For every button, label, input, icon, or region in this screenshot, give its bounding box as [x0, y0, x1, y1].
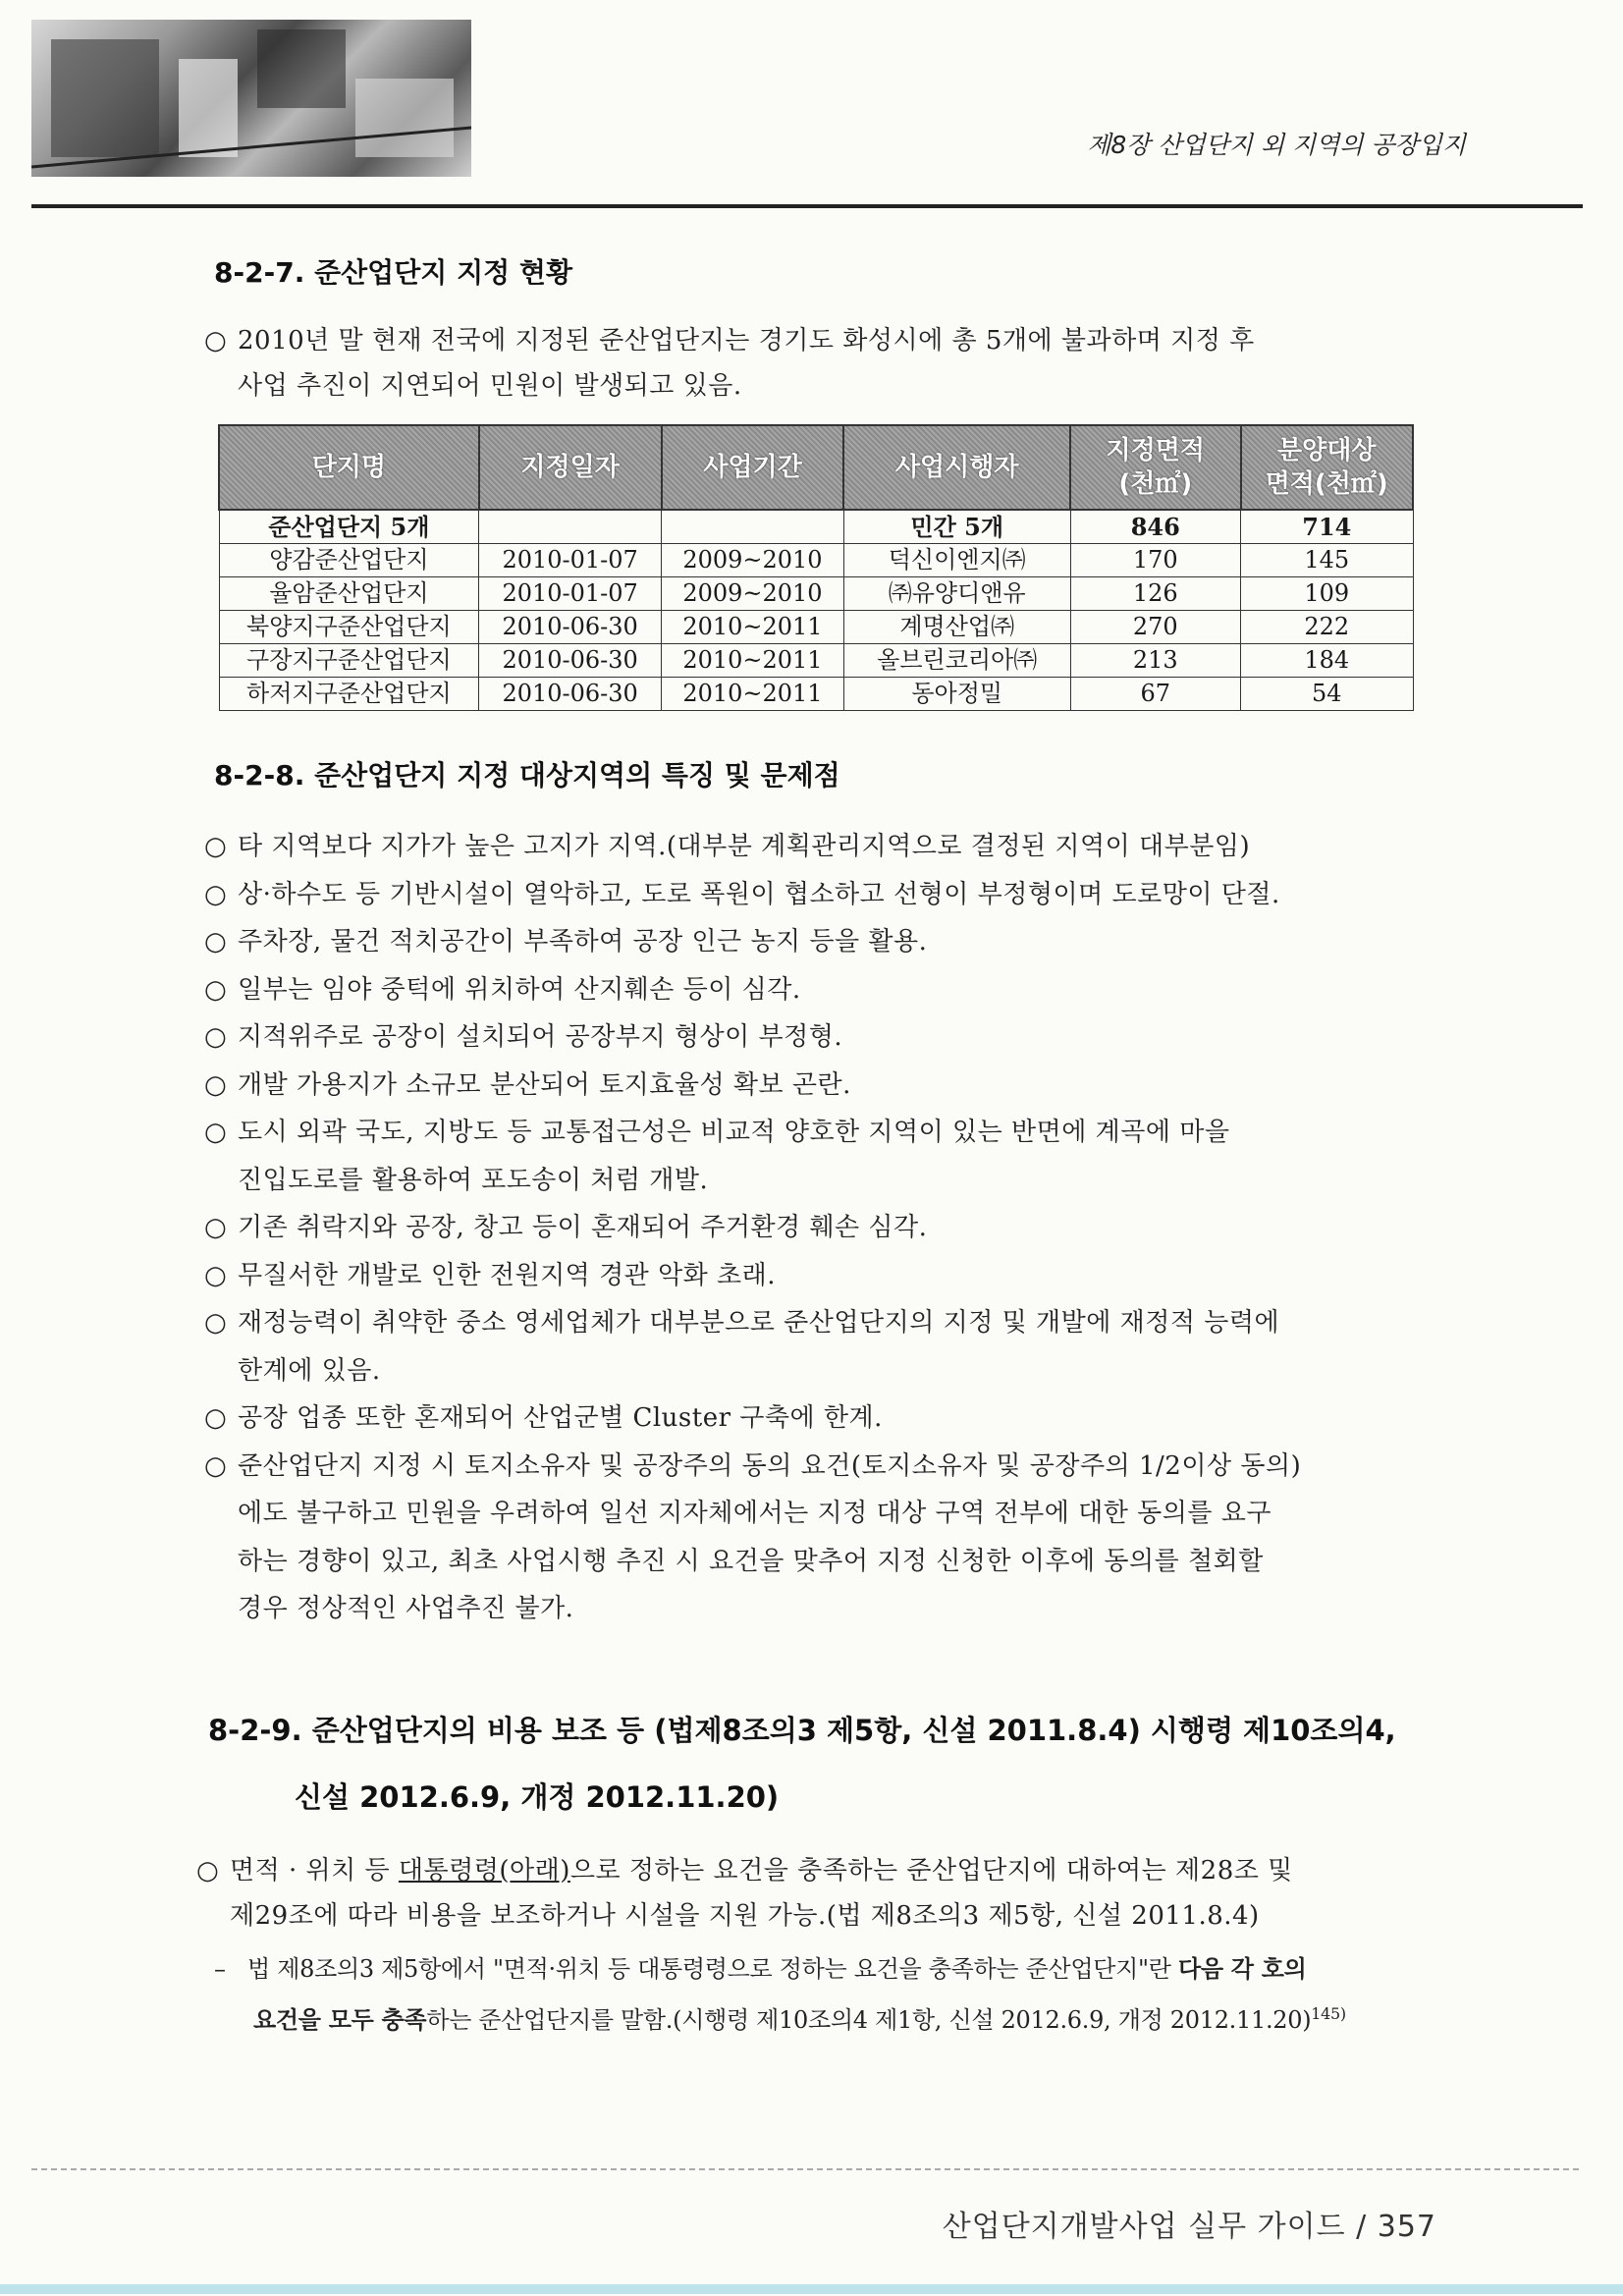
- list-item: ○ 주차장, 물건 적치공간이 부족하여 공장 인근 농지 등을 활용.: [204, 918, 1422, 966]
- col-header-date: 지정일자: [479, 425, 662, 510]
- list-item: ○ 개발 가용지가 소규모 분산되어 토지효율성 확보 곤란.: [204, 1062, 1422, 1110]
- list-item: ○ 상·하수도 등 기반시설이 열악하고, 도로 폭원이 협소하고 선형이 부정형이며 도로망이 단절.: [204, 871, 1422, 919]
- bullet-icon: ○: [204, 1450, 228, 1481]
- bullet-icon: ○: [204, 832, 228, 861]
- bullet-icon: ○: [204, 1260, 228, 1290]
- bullet-icon: ○: [204, 326, 228, 355]
- table-row: 북양지구준산업단지 2010-06-30 2010~2011 계명산업㈜ 270 222: [219, 611, 1413, 644]
- bullet-icon: ○: [204, 1308, 228, 1338]
- presidential-decree-link: 대통령령(아래): [398, 1856, 570, 1886]
- list-item: ○ 지적위주로 공장이 설치되어 공장부지 형상이 부정형.: [204, 1013, 1422, 1062]
- bullet-icon: ○: [204, 927, 228, 957]
- section-8-2-8-list: [204, 823, 1422, 1633]
- bottom-band: [0, 2284, 1623, 2294]
- table-row: 준산업단지 5개 민간 5개 846 714: [219, 510, 1413, 544]
- section-8-2-7-paragraph: ○ 2010년 말 현재 전국에 지정된 준산업단지는 경기도 화성시에 총 5개에 불과하며 지정 후 사업 추진이 지연되어 민원이 발생되고 있음.: [204, 318, 1422, 409]
- chapter-title: 제8장 산업단지 외 지역의 공장입지: [1087, 131, 1466, 159]
- section-title-8-2-9: 8-2-9. 준산업단지의 비용 보조 등 (법제8조의3 제5항, 신설 2011.8.4) 시행령 제10조의4,: [208, 1714, 1396, 1747]
- list-item: ○ 타 지역보다 지가가 높은 고지가 지역.(대부분 계획관리지역으로 결정된 지역이 대부분임): [204, 823, 1422, 871]
- list-item: ○ 무질서한 개발로 인한 전원지역 경관 악화 초래.: [204, 1252, 1422, 1300]
- table-header-row: [219, 425, 1413, 510]
- section-8-2-9-subparagraph: – 법 제8조의3 제5항에서 "면적·위치 등 대통령령으로 정하는 요건을 충족하는 준산업단지"란 다음 각 호의 요건을 모두 충족하는 준산업단지를 말함.(시행령 제10조의4 제1항, 신설 2012.6.9, 개정 2012.11.20)$^{145)}$: [214, 1946, 1432, 2043]
- col-header-operator: 사업시행자: [843, 425, 1070, 510]
- section-title-8-2-7: 8-2-7. 준산업단지 지정 현황: [214, 256, 573, 289]
- col-header-sale-area: 분양대상 면적(천㎡): [1241, 425, 1413, 510]
- table-row: 하저지구준산업단지 2010-06-30 2010~2011 동아정밀 67 54: [219, 678, 1413, 711]
- list-item: ○ 재정능력이 취약한 중소 영세업체가 대부분으로 준산업단지의 지정 및 개발에 재정적 능력에 한계에 있음.: [204, 1299, 1422, 1394]
- section-8-2-9-paragraph: ○ 면적 · 위치 등 대통령령(아래)으로 정하는 요건을 충족하는 준산업단지에 대하여는 제28조 및 제29조에 따라 비용을 보조하거나 시설을 지원 가능.(법 제8조의3 제5항, 신설 2011.8.4): [196, 1848, 1414, 1939]
- col-header-area: 지정면적 (천㎡): [1070, 425, 1240, 510]
- table-row: 양감준산업단지 2010-01-07 2009~2010 덕신이엔지㈜ 170 145: [219, 544, 1413, 577]
- bullet-icon: ○: [204, 1118, 228, 1147]
- header-photo: [31, 20, 471, 177]
- footer-page-label: 산업단지개발사업 실무 가이드 / 357: [942, 2210, 1436, 2244]
- col-header-period: 사업기간: [662, 425, 844, 510]
- industrial-complex-table: [218, 424, 1414, 711]
- bullet-icon: ○: [204, 1022, 228, 1052]
- section-title-8-2-9-cont: 신설 2012.6.9, 개정 2012.11.20): [295, 1780, 780, 1814]
- list-item: ○ 도시 외곽 국도, 지방도 등 교통접근성은 비교적 양호한 지역이 있는 반면에 계곡에 마을 진입도로를 활용하여 포도송이 처럼 개발.: [204, 1109, 1422, 1204]
- list-item: ○ 기존 취락지와 공장, 창고 등이 혼재되어 주거환경 훼손 심각.: [204, 1204, 1422, 1252]
- bullet-icon: ○: [204, 1213, 228, 1242]
- bullet-icon: ○: [196, 1856, 220, 1886]
- footer-divider: [31, 2168, 1583, 2170]
- footnote-ref: 145): [1311, 2004, 1346, 2023]
- bullet-icon: ○: [204, 974, 228, 1005]
- list-item: ○ 일부는 임야 중턱에 위치하여 산지훼손 등이 심각.: [204, 966, 1422, 1014]
- bullet-icon: ○: [204, 879, 228, 909]
- bullet-icon: ○: [204, 1403, 228, 1433]
- dash-icon: –: [214, 1955, 226, 1983]
- table-row: 율암준산업단지 2010-01-07 2009~2010 ㈜유양디앤유 126 109: [219, 577, 1413, 611]
- header-divider: [31, 204, 1583, 208]
- list-item: ○ 준산업단지 지정 시 토지소유자 및 공장주의 동의 요건(토지소유자 및 공장주의 1/2이상 동의) 에도 불구하고 민원을 우려하여 일선 지자체에서는 지정 대상 구역 전부에 대한 동의를 요구 하는 경향이 있고, 최초 사업시행 추진 시 요건을 맞추어 지정 신청한 이후에 동의를 철회할 경우 정상적인 사업추진 불가.: [204, 1443, 1422, 1633]
- table-row: 구장지구준산업단지 2010-06-30 2010~2011 올브린코리아㈜ 213 184: [219, 644, 1413, 678]
- col-header-name: 단지명: [219, 425, 479, 510]
- factory-photo-icon: [31, 20, 471, 177]
- list-item: ○ 공장 업종 또한 혼재되어 산업군별 Cluster 구축에 한계.: [204, 1394, 1422, 1443]
- bullet-icon: ○: [204, 1069, 228, 1100]
- section-title-8-2-8: 8-2-8. 준산업단지 지정 대상지역의 특징 및 문제점: [214, 759, 840, 792]
